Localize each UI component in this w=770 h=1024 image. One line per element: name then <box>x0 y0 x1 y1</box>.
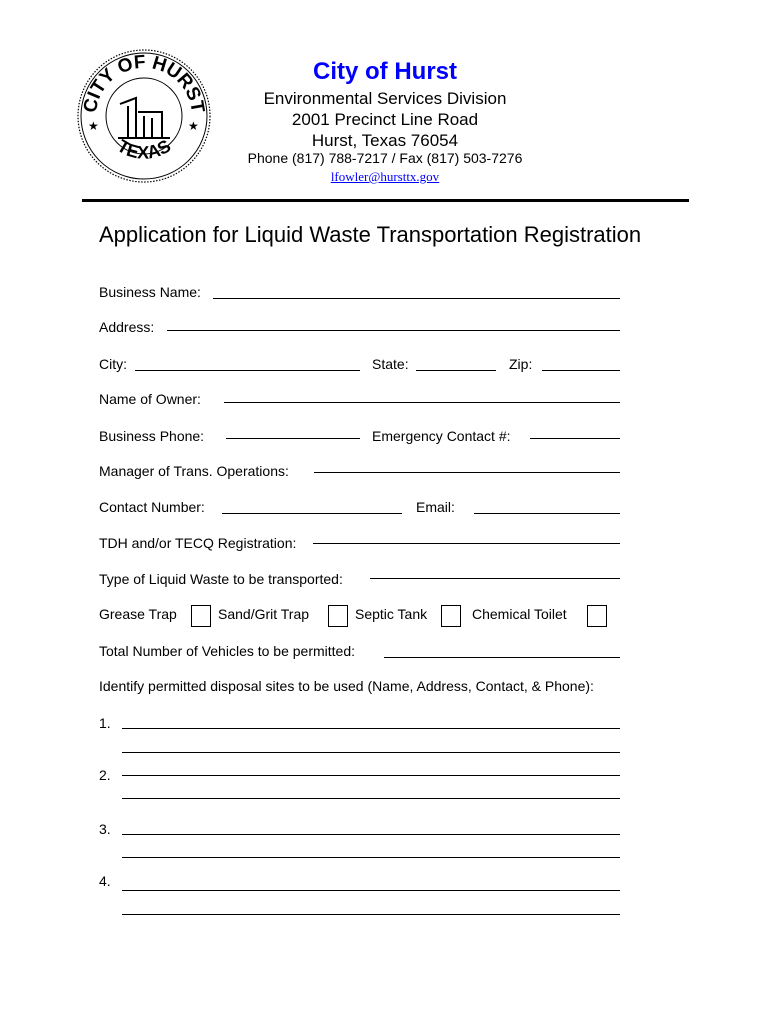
business-name-field[interactable] <box>213 298 620 299</box>
address-field[interactable] <box>167 330 620 331</box>
business-phone-field[interactable] <box>226 438 360 439</box>
header-divider <box>82 199 689 202</box>
site-3-line-1[interactable] <box>122 834 620 835</box>
contact-number-label: Contact Number: <box>99 499 205 515</box>
seal-emblem <box>118 98 170 138</box>
disposal-sites-label: Identify permitted disposal sites to be used (Name, Address, Contact, & Phone): <box>99 678 594 694</box>
city-field[interactable] <box>135 370 360 371</box>
svg-text:TEXAS <box>114 136 174 163</box>
emergency-contact-label: Emergency Contact #: <box>372 428 511 444</box>
site-2-line-1[interactable] <box>122 775 620 776</box>
emergency-contact-field[interactable] <box>530 438 620 439</box>
vehicles-field[interactable] <box>384 657 620 658</box>
state-field[interactable] <box>416 370 496 371</box>
option-septic-tank-label: Septic Tank <box>355 606 428 622</box>
email-field[interactable] <box>474 513 620 514</box>
seal-star-right: ★ <box>188 119 199 133</box>
phone-fax: Phone (817) 788-7217 / Fax (817) 503-7276 <box>247 150 523 166</box>
site-1-line-1[interactable] <box>122 728 620 729</box>
site-3-line-2[interactable] <box>122 857 620 858</box>
svg-text:CITY OF HURST <box>80 52 208 115</box>
checkbox-septic-tank[interactable] <box>441 605 461 627</box>
registration-field[interactable] <box>313 543 620 544</box>
contact-email-link[interactable]: lfowler@hursttx.gov <box>330 169 440 184</box>
manager-label: Manager of Trans. Operations: <box>99 463 289 479</box>
city-name: City of Hurst <box>313 58 457 85</box>
business-name-label: Business Name: <box>99 284 201 300</box>
option-chemical-toilet-label: Chemical Toilet <box>472 606 567 622</box>
site-1-line-2[interactable] <box>122 752 620 753</box>
city-state-zip: Hurst, Texas 76054 <box>311 131 459 150</box>
address-label: Address: <box>99 319 155 335</box>
option-grease-trap-label: Grease Trap <box>99 606 177 622</box>
checkbox-grease-trap[interactable] <box>191 605 211 627</box>
manager-field[interactable] <box>314 472 620 473</box>
checkbox-sand-grit-trap[interactable] <box>328 605 348 627</box>
site-2-number: 2. <box>99 767 111 783</box>
site-4-line-2[interactable] <box>122 914 620 915</box>
zip-field[interactable] <box>542 370 620 371</box>
site-4-number: 4. <box>99 873 111 889</box>
waste-type-field[interactable] <box>370 578 620 579</box>
seal-top-text: CITY OF HURST <box>79 51 209 115</box>
contact-number-field[interactable] <box>222 513 402 514</box>
waste-type-label: Type of Liquid Waste to be transported: <box>99 571 343 587</box>
site-4-line-1[interactable] <box>122 890 620 891</box>
vehicles-label: Total Number of Vehicles to be permitted: <box>99 643 356 659</box>
owner-label: Name of Owner: <box>99 391 201 407</box>
option-sand-grit-trap-label: Sand/Grit Trap <box>218 606 310 622</box>
site-1-number: 1. <box>99 715 111 731</box>
seal-bottom-text: TEXAS <box>113 135 175 163</box>
form-title: Application for Liquid Waste Transportation Registration <box>99 222 642 247</box>
site-2-line-2[interactable] <box>122 798 620 799</box>
email-label: Email: <box>416 499 455 515</box>
division-name: Environmental Services Division <box>263 89 507 108</box>
zip-label: Zip: <box>509 356 533 372</box>
state-label: State: <box>372 356 409 372</box>
city-seal <box>74 46 214 186</box>
street-address: 2001 Precinct Line Road <box>291 110 479 129</box>
seal-star-left: ★ <box>88 119 99 133</box>
owner-field[interactable] <box>224 402 620 403</box>
business-phone-label: Business Phone: <box>99 428 205 444</box>
site-3-number: 3. <box>99 821 111 837</box>
checkbox-chemical-toilet[interactable] <box>587 605 607 627</box>
registration-label: TDH and/or TECQ Registration: <box>99 535 297 551</box>
city-label: City: <box>99 356 127 372</box>
